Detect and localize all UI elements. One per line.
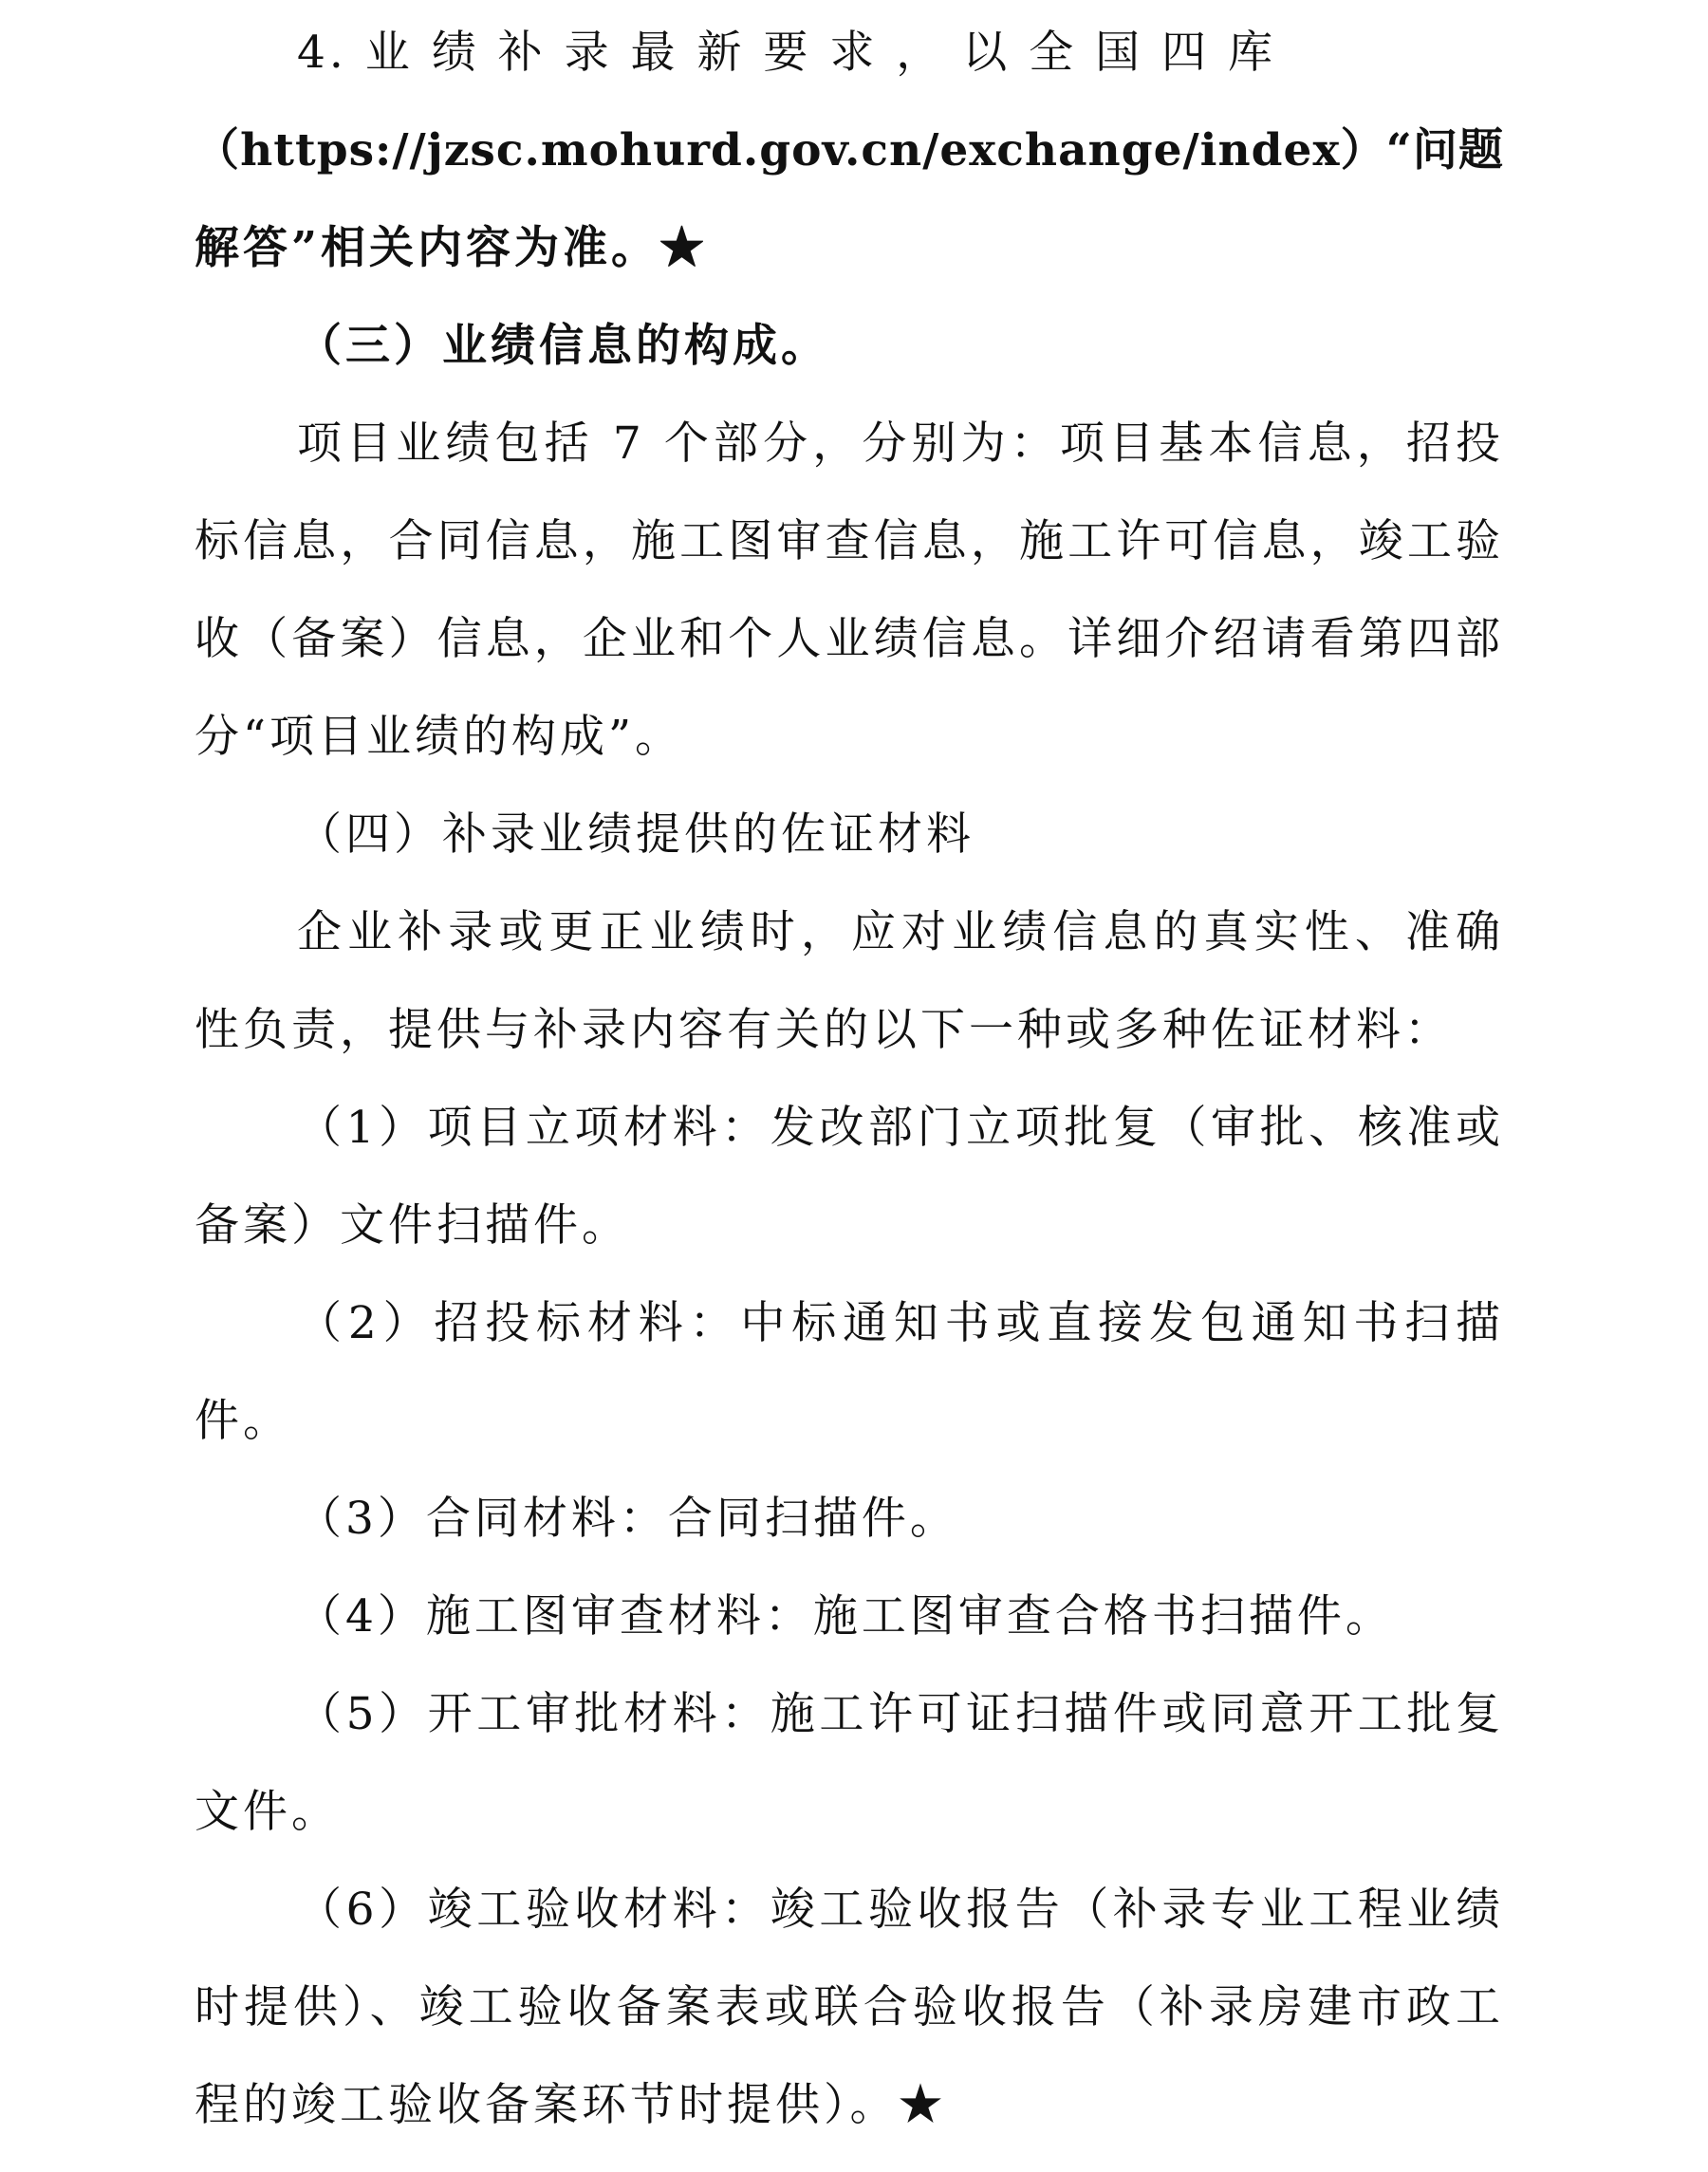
paragraph-evidence-intro: 企业补录或更正业绩时，应对业绩信息的真实性、准确性负责，提供与补录内容有关的以下一种或多种佐证材料： [195, 906, 1504, 1056]
document-page [195, 0, 1504, 2154]
list-item-2: （2）招投标材料：中标通知书或直接发包通知书扫描件。 [195, 1297, 1504, 1447]
paragraph-composition: 项目业绩包括 7 个部分，分别为：项目基本信息，招投标信息，合同信息，施工图审查信息，施工许可信息，竣工验收（备案）信息，企业和个人业绩信息。详细介绍请看第四部分“项目业绩的构成”。 [195, 418, 1504, 763]
list-item-3: （3）合同材料：合同扫描件。 [297, 1493, 958, 1545]
paragraph-requirement-url: （https://jzsc.mohurd.gov.cn/exchange/index）“问题 [195, 124, 1504, 176]
list-item-5: （5）开工审批材料：施工许可证扫描件或同意开工批复文件。 [195, 1688, 1504, 1838]
section-heading-3: （三）业绩信息的构成。 [297, 320, 829, 372]
list-item-6: （6）竣工验收材料：竣工验收报告（补录专业工程业绩时提供）、竣工验收备案表或联合验收报告（补录房建市政工程的竣工验收备案环节时提供）。★ [195, 1884, 1504, 2131]
paragraph-requirement-line3: 解答”相关内容为准。★ [195, 222, 709, 274]
section-heading-4: （四）补录业绩提供的佐证材料 [297, 808, 975, 861]
list-item-1: （1）项目立项材料：发改部门立项批复（审批、核准或备案）文件扫描件。 [195, 1102, 1504, 1252]
paragraph-requirement-line1: 4. 业 绩 补 录 最 新 要 求 ， 以 全 国 四 库 [297, 27, 1277, 79]
list-item-4: （4）施工图审查材料：施工图审查合格书扫描件。 [297, 1590, 1394, 1643]
